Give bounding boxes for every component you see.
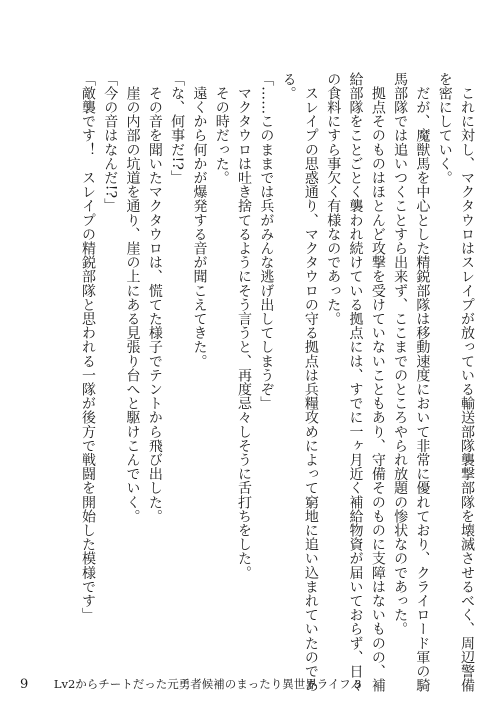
page-footer [20,676,362,692]
text-line: 「敵襲です！ スレイプの精鋭部隊と思われる一隊が後方で戦闘を開始した模様です」 [79,72,96,622]
text-line: 「な、何事だ!?」 [169,72,186,185]
text-line: 拠点そのものはほとんど攻撃を受けていないこともあり、守備そのものに支障はないものの、補 [369,72,386,693]
text-line: る。 [280,72,297,101]
text-line: を密にしていく。 [436,72,453,185]
text-line: 遠くから何かが爆発する音が聞こえてきた。 [191,72,208,369]
text-line: その時だった。 [213,72,230,185]
text-line: 馬部隊では追いつくことすら出来ず、ここまでのところやられ放題の惨状なのであった。 [392,72,409,636]
text-line: マクタウロは吐き捨てるようにそう言うと、再度忌々しそうに舌打ちをした。 [236,72,253,580]
page-number: 9 [20,677,29,692]
text-line: 「……このままでは兵がみんな逃げ出してしまうぞ」 [258,72,275,411]
text-line: 給部隊をことごとく襲われ続けている拠点には、すでに一ヶ月近く補給物資が届いておらず、日々 [347,72,364,693]
text-line: その音を聞いたマクタウロは、慌てた様子でテントから飛び出した。 [146,72,163,524]
text-line: だが、魔獣馬を中心とした精鋭部隊は移動速度において非常に優れており、クライロード軍の騎 [414,72,431,693]
text-line: スレイプの思惑通り、マクタウロの守る拠点は兵糧攻めによって窮地に追い込まれていたのであ [302,72,319,693]
running-title: Lv2からチートだった元勇者候補のまったり異世界ライフ 3 [53,677,362,691]
text-line: の食料にすら事欠く有様なのであった。 [325,72,342,326]
text-line: これに対し、マクタウロはスレイプが放っている輸送部隊襲撃部隊を壊滅させるべく、周辺警備 [459,72,475,693]
text-line: 「今の音はなんだ!?」 [102,72,119,213]
text-line: 崖の内部の坑道を通り、崖の上にある見張り台へと駆けこんでいく。 [124,72,141,524]
